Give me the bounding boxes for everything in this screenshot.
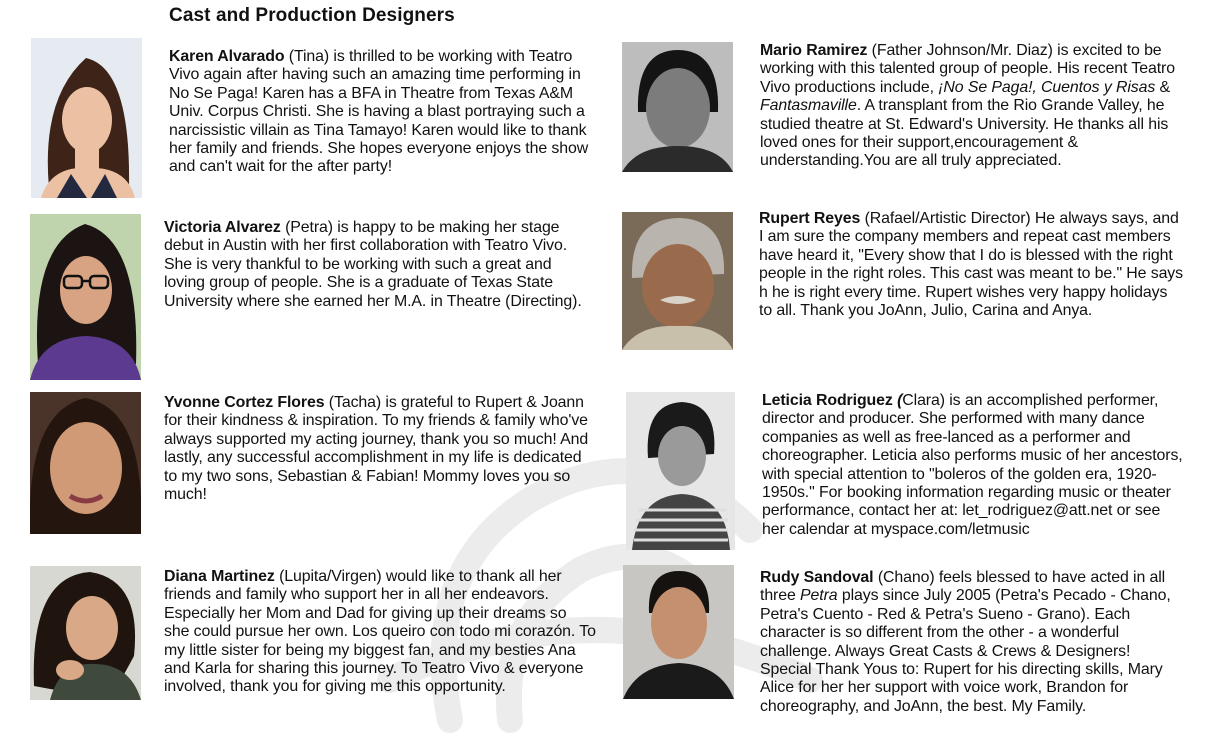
leticia-rodriguez-photo (626, 392, 735, 550)
leticia-rodriguez-name: Leticia Rodriguez (762, 392, 893, 409)
rudy-sandoval-photo (623, 565, 734, 699)
karen-alvarado-bio: Karen Alvarado (Tina) is thrilled to be working with Teatro Vivo again after having such an amazing time performing in No Se Paga! Karen has a BFA in Theatre from Texas A&M Univ. Corpus Christi. She is having a blast portraying such a narcissistic villain as Tina Tamayo! Karen would like to thank her family and friends. She hopes everyone enjoys the show and can't wait for the after party! (169, 48, 589, 176)
rupert-reyes-name: Rupert Reyes (759, 210, 861, 227)
diana-martinez-bio: Diana Martinez (Lupita/Virgen) would like to thank all her friends and family who support her in all her endeavors. Especially her Mom and Dad for giving up their dreams so she could pursue her own. Los queiro con todo mi corazón. To my little sister for being my biggest fan, and my besties Ana and Karla for sharing this journey. To Teatro Vivo & everyone involved, thank you for giving me this opportunity. (164, 568, 596, 696)
rupert-reyes-photo (622, 212, 733, 350)
leticia-rodriguez-bio: Leticia Rodriguez (Clara) is an accomplished performer, director and producer. She performed with many dance companies as well as free-lanced as a performer and choreographer. Leticia also performs music of her ancestors, with special attention to "boleros of the golden era, 1920-1950s." For booking information regarding music or theater performance, contact her at: let_rodriguez@att.net or see her calendar at myspace.com/letmusic (762, 392, 1183, 538)
diana-martinez-name: Diana Martinez (164, 568, 275, 585)
mario-ramirez-photo (622, 42, 733, 172)
mario-ramirez-bio: Mario Ramirez (Father Johnson/Mr. Diaz) is excited to be working with this talented group of people. His recent Teatro Vivo productions include, ¡No Se Paga!, Cuentos y Risas & Fantasmaville. A transplant from the Rio Grande Valley, he studied theatre at St. Edward's University. He thanks all his loved ones for their support,encouragement & understanding.You are all truly appreciated. (760, 42, 1175, 170)
yvonne-cortez-flores-photo (30, 392, 141, 534)
rudy-sandoval-bio: Rudy Sandoval (Chano) feels blessed to have acted in all three Petra plays since July 2005 (Petra's Pecado - Chano, Petra's Cuento - Red & Petra's Sueno - Grano). Each character is so different from the other - a wonderful challenge. Always Great Casts & Crews & Designers! Special Thank Yous to: Rupert for his directing skills, Mary Alice for her her support with voice work, Brandon for choreography, and JoAnn, the best. My Family. (760, 569, 1171, 715)
victoria-alvarez-bio: Victoria Alvarez (Petra) is happy to be making her stage debut in Austin with her first collaboration with Teatro Vivo. She is very thankful to be working with such a great and loving group of people. She is a graduate of Texas State University where she earned her M.A. in Theatre (Directing). (164, 219, 582, 310)
victoria-alvarez-name: Victoria Alvarez (164, 219, 281, 236)
mario-ramirez-name: Mario Ramirez (760, 42, 868, 59)
page-title: Cast and Production Designers (169, 5, 455, 26)
victoria-alvarez-photo (30, 214, 141, 380)
yvonne-cortez-flores-bio: Yvonne Cortez Flores (Tacha) is grateful to Rupert & Joann for their kindness & inspiration. To my friends & family who've always supported my acting journey, thank you so much! And lastly, any successful accomplishment in my life is dedicated to my two sons, Sebastian & Fabian! Mommy loves you so much! (164, 394, 589, 504)
yvonne-cortez-flores-name: Yvonne Cortez Flores (164, 394, 325, 411)
karen-alvarado-photo (31, 38, 142, 198)
rupert-reyes-bio: Rupert Reyes (Rafael/Artistic Director) He always says, and I am sure the company members and repeat cast members have heard it, "Every show that I do is blessed with the right people in the right roles. This cast was meant to be." He says h he is right every time. Rupert wishes very happy holidays to all. Thank you JoAnn, Julio, Carina and Anya. (759, 210, 1183, 320)
rudy-sandoval-name: Rudy Sandoval (760, 569, 874, 586)
karen-alvarado-name: Karen Alvarado (169, 48, 285, 65)
diana-martinez-photo (30, 566, 141, 700)
